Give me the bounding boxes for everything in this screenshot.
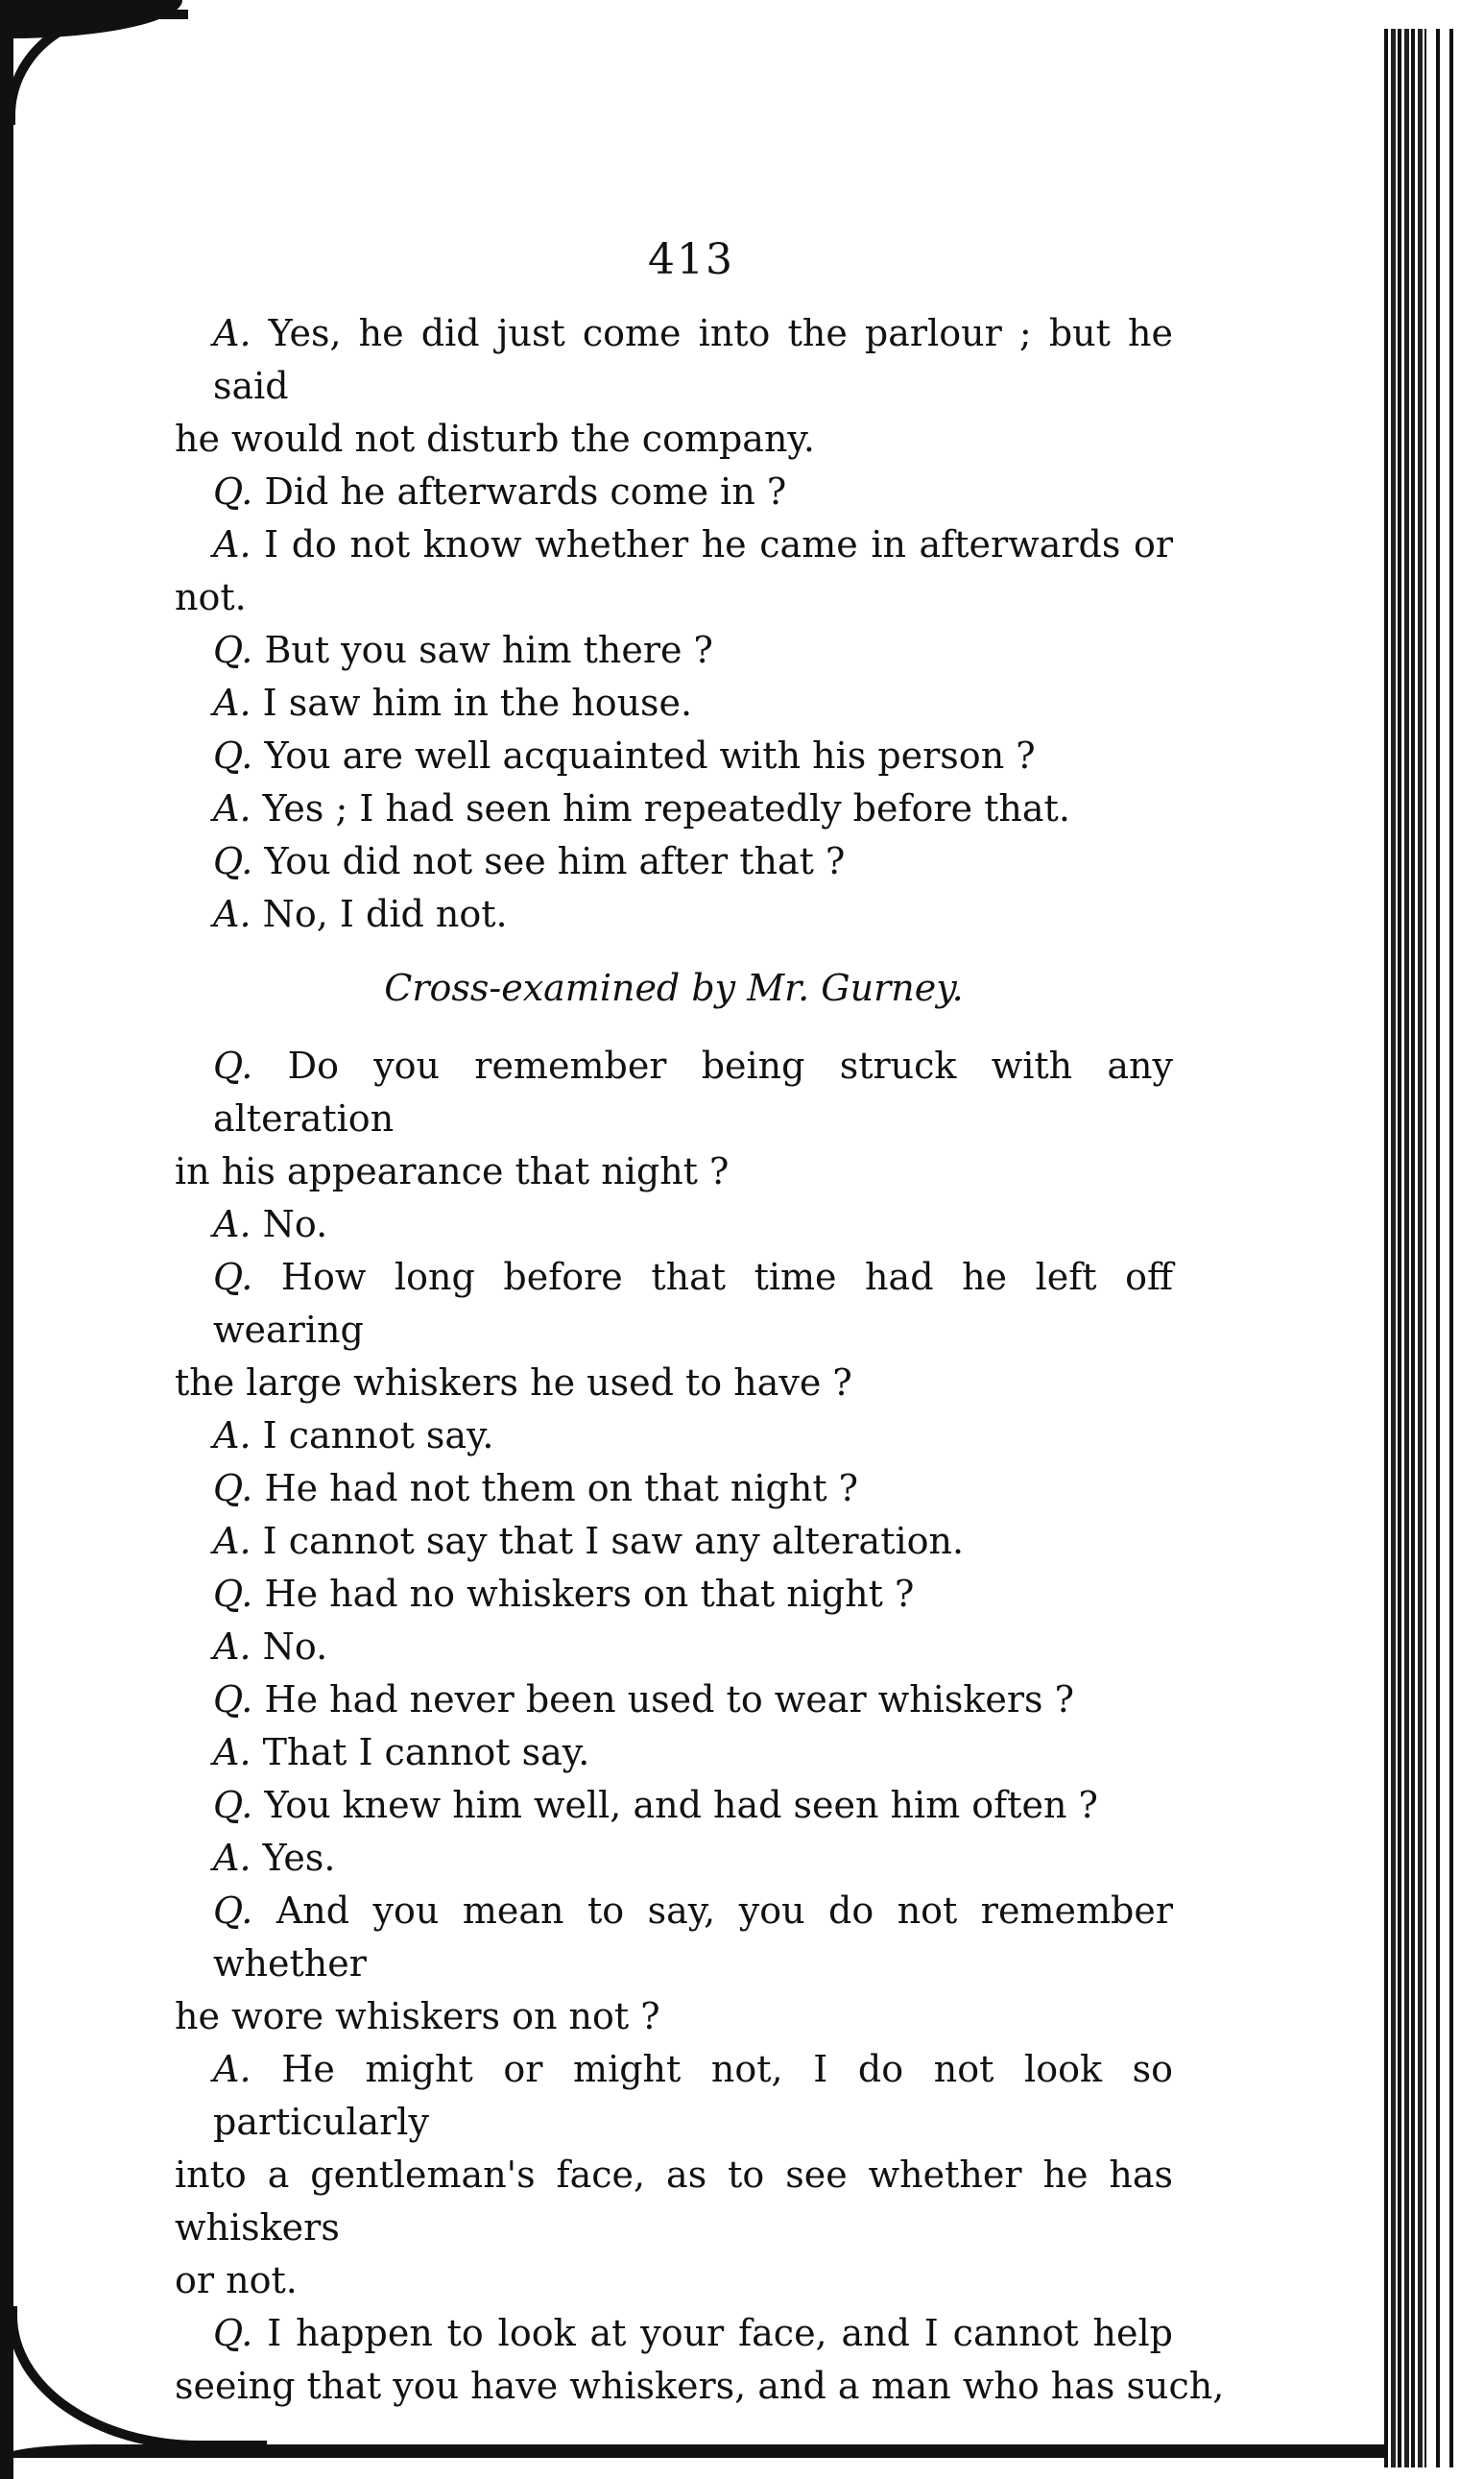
text-line [175, 1885, 1173, 1990]
page-edges-right [1384, 29, 1426, 2467]
line-text: And you mean to say, you do not remember whether [213, 1889, 1173, 1985]
line-text: No. [262, 1203, 328, 1245]
speaker-label: Q. [213, 840, 253, 882]
line-text: No, I did not. [262, 893, 508, 935]
testimony-paragraph [175, 624, 1173, 677]
text-line [175, 1462, 1173, 1515]
section-heading: Cross-examined by Mr. Gurney. [384, 967, 964, 1009]
testimony-paragraph [175, 1568, 1173, 1621]
text-line [175, 1726, 1173, 1779]
testimony-paragraph [175, 730, 1173, 782]
speaker-label: Q. [213, 1678, 253, 1721]
line-text: I saw him in the house. [262, 682, 693, 724]
speaker-label: Q. [213, 1045, 253, 1087]
speaker-label: Q. [213, 1889, 253, 1932]
text-line [175, 307, 1173, 413]
testimony-paragraph [175, 1462, 1173, 1515]
line-text: in his appearance that night ? [175, 1150, 730, 1192]
text-line [175, 1198, 1173, 1251]
text-line [175, 835, 1173, 888]
text-line [175, 518, 1173, 571]
line-text: he wore whiskers on not ? [175, 1995, 660, 2037]
line-text: Did he afterwards come in ? [264, 470, 787, 513]
speaker-label: A. [213, 1520, 251, 1562]
line-text: How long before that time had he left off wearing [213, 1256, 1173, 1351]
line-text: I cannot say. [262, 1414, 494, 1456]
testimony-paragraph [175, 677, 1173, 730]
text-line [175, 677, 1173, 730]
speaker-label: Q. [213, 470, 253, 513]
speaker-label: Q. [213, 2312, 253, 2354]
text-line [175, 466, 1173, 518]
speaker-label: Q. [213, 1784, 253, 1826]
speaker-label: A. [213, 893, 251, 935]
text-line [175, 1515, 1173, 1568]
line-text: That I cannot say. [262, 1731, 590, 1773]
speaker-label: A. [213, 2048, 251, 2090]
testimony-paragraph [175, 1832, 1173, 1885]
text-line [175, 1990, 1173, 2043]
testimony-paragraph [175, 1198, 1173, 1251]
line-text: or not. [175, 2259, 298, 2301]
speaker-label: A. [213, 682, 251, 724]
line-text: he would not disturb the company. [175, 418, 815, 460]
line-text: seeing that you have whiskers, and a man who has such, [175, 2365, 1225, 2407]
text-line [175, 571, 1173, 624]
line-text: He had no whiskers on that night ? [264, 1573, 915, 1615]
testimony-paragraph [175, 1673, 1173, 1726]
text-line [175, 2254, 1173, 2307]
testimony-paragraph [175, 1726, 1173, 1779]
line-text: Do you remember being struck with any alteration [213, 1045, 1173, 1140]
testimony-paragraph [175, 466, 1173, 518]
line-text: into a gentleman's face, as to see whether he has whiskers [175, 2154, 1173, 2249]
testimony-paragraph [175, 1251, 1173, 1409]
text-line [175, 888, 1173, 941]
line-text: He had not them on that night ? [264, 1467, 859, 1509]
line-text: I do not know whether he came in afterwards or [264, 523, 1173, 566]
testimony-after [175, 1040, 1225, 2413]
line-text: You are well acquainted with his person ? [264, 734, 1036, 777]
line-text: But you saw him there ? [264, 629, 713, 671]
speaker-label: Q. [213, 1256, 253, 1298]
testimony-paragraph [175, 307, 1173, 466]
page-edges-right-outer [1430, 29, 1455, 2467]
speaker-label: Q. [213, 734, 253, 777]
line-text: You knew him well, and had seen him often ? [264, 1784, 1098, 1826]
text-line [175, 1251, 1173, 1357]
line-text: I happen to look at your face, and I cannot help [267, 2312, 1173, 2354]
testimony-paragraph [175, 1040, 1173, 1198]
line-text: You did not see him after that ? [264, 840, 846, 882]
testimony-paragraph [175, 1885, 1173, 2043]
speaker-label: A. [213, 1625, 251, 1668]
text-line [175, 1409, 1173, 1462]
speaker-label: Q. [213, 1573, 253, 1615]
line-text: not. [175, 576, 247, 618]
speaker-label: A. [213, 787, 251, 830]
text-line [175, 2043, 1173, 2149]
testimony-paragraph [175, 782, 1173, 835]
speaker-label: A. [213, 1731, 251, 1773]
line-text: Yes. [262, 1837, 336, 1879]
text-line [175, 624, 1173, 677]
text-line [175, 1145, 1173, 1198]
line-text: the large whiskers he used to have ? [175, 1361, 852, 1404]
text-line [175, 1621, 1173, 1673]
line-text: Yes, he did just come into the parlour ; but he said [213, 312, 1173, 407]
testimony-paragraph [175, 1409, 1173, 1462]
text-line [175, 1832, 1173, 1885]
testimony-paragraph [175, 518, 1173, 624]
testimony-paragraph [175, 835, 1173, 888]
line-text: I cannot say that I saw any alteration. [262, 1520, 965, 1562]
testimony-paragraph [175, 2307, 1225, 2413]
speaker-label: A. [213, 1414, 251, 1456]
speaker-label: A. [213, 312, 251, 354]
line-text: Yes ; I had seen him repeatedly before that. [262, 787, 1070, 830]
text-line [175, 413, 1173, 466]
page-number: 413 [648, 235, 734, 284]
speaker-label: Q. [213, 1467, 253, 1509]
transcript-body [175, 307, 1225, 2413]
text-line [175, 1779, 1173, 1832]
speaker-label: Q. [213, 629, 253, 671]
line-text: He had never been used to wear whiskers ? [264, 1678, 1074, 1721]
text-line [175, 1568, 1173, 1621]
line-text: No. [262, 1625, 328, 1668]
testimony-paragraph [175, 1779, 1173, 1832]
testimony-before [175, 307, 1173, 941]
scan-edge-bottom [0, 2444, 1392, 2458]
text-line [175, 2307, 1173, 2360]
testimony-paragraph [175, 888, 1173, 941]
text-line [175, 730, 1173, 782]
line-text: He might or might not, I do not look so particularly [213, 2048, 1173, 2143]
speaker-label: A. [213, 1203, 251, 1245]
speaker-label: A. [213, 1837, 251, 1879]
text-line [175, 1357, 1173, 1409]
text-line [175, 782, 1173, 835]
text-line [175, 1673, 1173, 1726]
text-line [175, 1040, 1173, 1145]
text-line [175, 2360, 1225, 2413]
speaker-label: A. [213, 523, 251, 566]
testimony-paragraph [175, 1515, 1173, 1568]
binding-shadow-left [0, 0, 13, 2479]
testimony-paragraph [175, 2043, 1173, 2307]
testimony-paragraph [175, 1621, 1173, 1673]
text-line [175, 2149, 1173, 2254]
